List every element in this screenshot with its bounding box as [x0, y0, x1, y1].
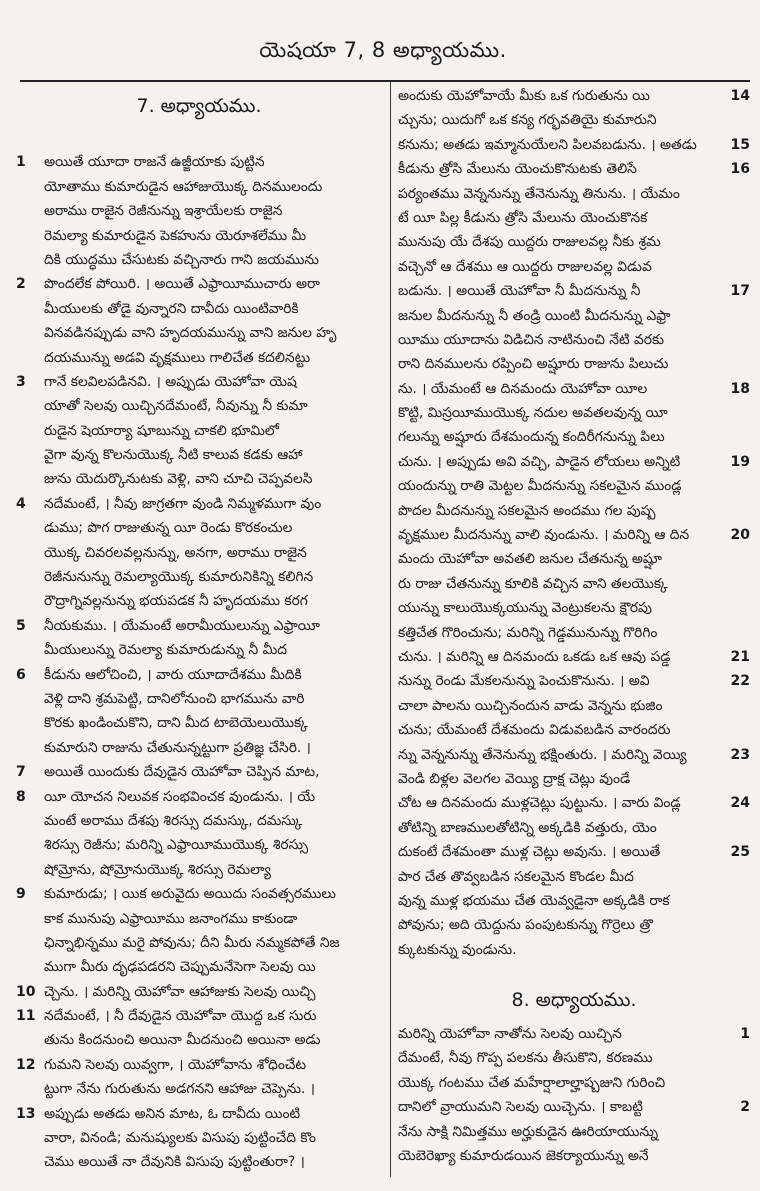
verse-text: పార చేత తొవ్వబడిన సకలమైన కొండల మీద: [398, 868, 634, 885]
verse-number: 24: [730, 795, 750, 812]
verse-text: షోమ్రోను, షోమ్రోనుయొక్క శిరస్సు రెమల్యా: [44, 861, 271, 878]
verse-number: 18: [730, 380, 750, 397]
verse-line: [398, 425, 750, 449]
verse-text: వున్న ముళ్ల భయము చేత యెవ్వడైనా అక్కడికి రాక: [398, 892, 670, 909]
verse-line: [398, 1046, 750, 1070]
verse-text: న్ను వెన్ననున్ను తేనెనున్ను భక్షింతురు. । మరిన్ని వెయ్యి: [398, 746, 687, 763]
verse-text: వృక్షముల మీదనున్ను వాలి వుండును. । మరిన్ని ఆ దిన: [398, 527, 690, 544]
verse-text: డుము; పొగ రాజుతున్న యీ రెండు కొరకంచుల: [44, 520, 293, 537]
verse-line: [398, 499, 750, 523]
verse-text: యీము యూదాను విడిచిన నాటినుంచి నేటి వరకు: [398, 331, 664, 348]
verse-line: [398, 1022, 750, 1046]
verse-text: చ్చెను. । మరిన్ని యెహోవా ఆహాజుకు సెలవు యిచ్చి: [44, 983, 316, 1000]
verse-number: 3: [16, 373, 26, 390]
verse-line: [16, 663, 382, 687]
verse-number: 1: [16, 154, 26, 171]
verse-line: [398, 1120, 750, 1144]
verse-text: యాతో సెలవు యిచ్చినదేమంటే, నీవున్ను నీ కుమా: [44, 398, 308, 415]
verse-text: మీయులకు తోడై వున్నారని దావీదు యింటివారికి: [44, 300, 299, 317]
verse-text: అందుకు యెహోవాయే మీకు ఒక గురుతును యి: [398, 88, 650, 104]
scripture-page: [16, 0, 750, 1191]
verse-text: వెళ్లి దాని శ్రమపెట్టి, దానిలోనుంచి భాగమును వారి: [44, 690, 305, 707]
verse-number: 14: [730, 88, 750, 104]
verse-line: [16, 126, 382, 150]
verse-line: [16, 907, 382, 931]
verse-line: [16, 565, 382, 589]
verse-text: అప్పుడు అతడు అనిన మాట, ఓ దావీదు యింటి: [44, 1105, 301, 1122]
verse-line: [398, 401, 750, 425]
verse-line: [16, 419, 382, 443]
verse-text: పర్యంతము వెన్ననున్ను తేనెనున్ను తినును. । యేమం: [398, 185, 680, 202]
verse-text: యొక్క గంటము చేత మహేర్షాలాల్హాష్బజుని గురించి: [398, 1074, 666, 1091]
verse-number: 1: [740, 1026, 750, 1043]
verse-text: జనుల మీదనున్ను నీ తండ్రి యింటి మీదనున్ను ఎఫ్రా: [398, 307, 671, 324]
verse-line: [16, 955, 382, 979]
verse-text: వైగా వున్న కొలనుయొక్క నీటి కాలువ కడకు ఆహా: [44, 447, 303, 464]
verse-number: 8: [16, 788, 26, 805]
verse-text: క్కుటకున్ను వుండును.: [398, 941, 517, 958]
verse-number: 2: [740, 1099, 750, 1116]
column-divider: [390, 82, 391, 1177]
verse-line: [16, 736, 382, 760]
verse-text: కీడును త్రోసి మేలును యెంచుకొనుటకు తెలిసే: [398, 161, 637, 178]
verse-line: [398, 1095, 750, 1119]
verse-line: [16, 785, 382, 809]
verse-line: [398, 840, 750, 864]
verse-line: [16, 224, 382, 248]
verse-line: [16, 760, 382, 784]
verse-text: అయితే యూదా రాజనే ఉజ్జీయాకు పుట్టిన: [44, 154, 265, 171]
verse-line: [16, 980, 382, 1004]
verse-text: కొరకు ఖండించుకొని, దాని మీద టాబెయెలుయొక్క: [44, 715, 308, 732]
verse-line: [16, 1102, 382, 1126]
verse-text: అరాము రాజైన రెజీనున్ను ఇశ్రాయేలకు రాజైన: [44, 203, 283, 220]
verse-line: [16, 711, 382, 735]
verse-line: [16, 1126, 382, 1150]
running-head: యెషయా 7, 8 అధ్యాయము.: [259, 38, 507, 62]
verse-text: కుమారుడు; । యిక అరువైదు అయిదు సంవత్సరములు: [44, 886, 336, 903]
verse-text: చెము అయితే నా దేవునికి విసుపు పుట్టింతురా? ।: [44, 1154, 305, 1171]
left-column-text: [16, 126, 382, 1175]
verse-line: [398, 279, 750, 303]
verse-line: [398, 377, 750, 401]
verse-number: 25: [730, 844, 750, 861]
verse-number: 12: [16, 1056, 36, 1073]
verse-text: గుమని సెలవు యివ్వగా, । యెహోవాను శోధించేట: [44, 1056, 306, 1073]
verse-line: [398, 474, 750, 498]
verse-line: [16, 882, 382, 906]
right-column-chapter-8-text: [398, 1022, 750, 1168]
verse-line: [16, 687, 382, 711]
verse-line: [16, 1150, 382, 1174]
verse-text: చును. । అప్పుడు అవి వచ్చి, పాడైన లోయలు అన్నిటి: [398, 453, 681, 470]
verse-line: [398, 133, 750, 157]
verse-text: యొక్క చివరలవల్లనున్ను, అనగా, అరాము రాజైన: [44, 544, 307, 561]
verse-number: 4: [16, 495, 26, 512]
verse-text: చును; యేమంటే దేశమందు విడువబడిన వారందరు: [398, 722, 671, 739]
verse-text: తోటిన్ని బాణములతోటిన్ని అక్కడికి వత్తురు, యెం: [398, 819, 657, 836]
verse-text: వినవడినప్పుడు వాని హృదయమున్ను వాని జనుల హృ: [44, 325, 337, 342]
verse-number: 17: [730, 283, 750, 300]
verse-text: దుకంటే దేశమంతా ముళ్ల చెట్లు అవును. । అయితే: [398, 844, 661, 861]
verse-text: పొందలేక పోయిరి. । అయితే ఎఫ్రాయీముచారు అరా: [44, 276, 320, 293]
verse-line: [398, 865, 750, 889]
verse-line: [398, 913, 750, 937]
verse-line: [398, 1071, 750, 1095]
verse-text: నదేమంటే, । నీవు జాగ్రతగా వుండి నిమ్మళముగా వుం: [44, 495, 322, 512]
verse-line: [398, 596, 750, 620]
verse-line: [398, 84, 750, 108]
verse-text: వారా, వినండి; మనుష్యులకు విసుపు పుట్టించేది కొం: [44, 1130, 317, 1147]
verse-line: [398, 767, 750, 791]
verse-text: ట్టుగా నేను గురుతును అడగనని ఆహాజు చెప్పెను. ।: [44, 1081, 315, 1098]
verse-text: మంటే అరాము దేశపు శిరస్సు దమస్కు, దమస్కు: [44, 812, 303, 829]
verse-text: దానిలో వ్రాయుమని సెలవు యిచ్చెను. । కాబట్టి: [398, 1099, 643, 1116]
verse-number: 10: [16, 983, 36, 1000]
verse-text: వెండి బిళ్లల వెలగల వెయ్యి ద్రాక్ష చెట్లు వుండే: [398, 770, 631, 787]
chapter-8-heading: 8. అధ్యాయము.: [511, 989, 637, 1012]
verse-text: పోవును; అది యెద్దును పంపుటకున్ను గొర్రెలు త్రొ: [398, 917, 653, 934]
verse-line: [398, 206, 750, 230]
verse-text: కత్తిచేత గొరించును; మరిన్ని గెడ్డమునున్ను గొరిగిం: [398, 624, 658, 641]
verse-line: [16, 589, 382, 613]
verse-line: [16, 541, 382, 565]
verse-line: [398, 255, 750, 279]
verse-line: [398, 645, 750, 669]
verse-line: [16, 833, 382, 857]
verse-line: [16, 858, 382, 882]
verse-text: కుమారుని రాజును చేతునున్నట్టుగా ప్రతిజ్ఞ చేసిరి. ।: [44, 739, 311, 756]
verse-number: 20: [730, 527, 750, 544]
verse-number: 22: [730, 673, 750, 690]
verse-text: దయమున్ను అడవి వృక్షములు గాలిచేత కదలినట్టు: [44, 349, 311, 366]
verse-line: [16, 321, 382, 345]
verse-text: శిరస్సు రెజీను; మరిన్ని ఎఫ్రాయీముయొక్క శిరస్సు: [44, 837, 309, 854]
verse-text: యీ యోచన నిలువక సంభవించక వుండును. । యే: [44, 788, 316, 805]
verse-text: గలున్ను అష్షూరు దేశమందున్న కందిరీగనున్ను పిలు: [398, 429, 665, 446]
verse-text: నదేమంటే, । నీ దేవుడైన యెహోవా యొద్ద ఒక సురు: [44, 1008, 317, 1025]
verse-text: బడును. । అయితే యెహోవా నీ మీదనున్ను నీ: [398, 283, 641, 300]
verse-text: రు రాజు చేతనున్ను కూలికి వచ్చిన వాని తలయొక్క: [398, 575, 668, 592]
verse-line: [16, 931, 382, 955]
verse-text: కనును; అతడు ఇమ్మానుయేలని పిలవబడును. । అతడు: [398, 136, 697, 153]
verse-line: [398, 523, 750, 547]
verse-text: చ్చును; యిదుగో ఒక కన్య గర్భవతియై కుమారుని: [398, 112, 657, 129]
verse-number: 23: [730, 746, 750, 763]
verse-text: ఛిన్నాభిన్నము మరై పోవును; దీని మీరు నమ్మకపోతే నిజ: [44, 934, 340, 951]
verse-line: [398, 743, 750, 767]
verse-line: [16, 175, 382, 199]
verse-line: [398, 718, 750, 742]
verse-number: 2: [16, 276, 26, 293]
verse-line: [398, 328, 750, 352]
verse-line: [16, 150, 382, 174]
verse-line: [16, 443, 382, 467]
verse-text: రెజీనునున్ను రెమల్యాయొక్క కుమారునికిన్ని కలిగిన: [44, 569, 314, 586]
verse-line: [398, 230, 750, 254]
verse-line: [16, 467, 382, 491]
verse-number: 11: [16, 1008, 36, 1025]
verse-line: [398, 816, 750, 840]
verse-text: యున్ను కాలుయొక్కయున్ను వెంట్రుకలను క్షౌరపు: [398, 600, 652, 617]
verse-number: 7: [16, 764, 26, 781]
verse-line: [16, 199, 382, 223]
verse-line: [16, 297, 382, 321]
verse-text: మీయులున్ను రెమల్యా కుమారుడున్ను నీ మీద: [44, 642, 287, 659]
verse-number: 13: [16, 1105, 36, 1122]
verse-number: 21: [730, 648, 750, 665]
verse-text: నేను సాక్షి నిమిత్తము అర్హుకుడైన ఊరియాయున్ను: [398, 1123, 658, 1140]
verse-text: యోతాము కుమారుడైన ఆహాజుయొక్క దినములందు: [44, 178, 323, 195]
verse-text: ముగా మీరు దృఢపడరని చెప్పుమనేసెగా సెలవు యి: [44, 959, 316, 976]
verse-line: [398, 304, 750, 328]
verse-number: 19: [730, 453, 750, 470]
verse-text: యెబెరెఖ్యా కుమారుడయిన జెకర్యాయున్ను అనే: [398, 1148, 649, 1165]
verse-number: 5: [16, 617, 26, 634]
verse-line: [16, 1004, 382, 1028]
verse-text: రెమల్యా కుమారుడైన పెకహును యెరూశలేము మీ: [44, 227, 307, 244]
verse-line: [16, 492, 382, 516]
verse-text: కొట్టి, మిస్రయీముయొక్క నదుల అవతలవున్న యీ: [398, 405, 668, 422]
verse-line: [398, 352, 750, 376]
verse-line: [398, 791, 750, 815]
verse-line: [398, 157, 750, 181]
verse-text: యందున్ను రాతి మెట్టల మీదనున్ను సకలమైన ముండ్ల: [398, 478, 682, 495]
verse-line: [398, 1144, 750, 1168]
verse-line: [398, 572, 750, 596]
verse-line: [16, 516, 382, 540]
verse-line: [398, 621, 750, 645]
verse-line: [16, 1028, 382, 1052]
verse-text: రాని దినములను రప్పించి అష్షూరు రాజును పిలుచు: [398, 356, 669, 373]
verse-text: వచ్చెనో ఆ దేశము ఆ యిద్దరు రాజులవల్ల విడువ: [398, 258, 652, 275]
verse-line: [16, 248, 382, 272]
verse-number: 15: [730, 136, 750, 153]
verse-text: చును. । మరిన్ని ఆ దినమందు ఒకడు ఒక ఆవు పడ్డ: [398, 648, 671, 665]
verse-text: మందు యెహోవా అవతలి జనుల చేతనున్న అష్షూ: [398, 551, 662, 568]
verse-number: 16: [730, 161, 750, 178]
verse-line: [398, 547, 750, 571]
verse-line: [16, 394, 382, 418]
verse-text: చోట ఆ దినమందు ముళ్లచెట్లు పుట్టును. । వారు విండ్ల: [398, 795, 681, 812]
verse-text: కీడును ఆలోచించి, । వారు యూదాదేశము మీదికి: [44, 666, 302, 683]
chapter-7-heading: 7. అధ్యాయము.: [136, 95, 262, 117]
verse-line: [16, 272, 382, 296]
verse-text: కాక మునుపు ఎఫ్రాయీము జనాంగము కాకుండా: [44, 910, 298, 927]
verse-text: జును యెదుర్కొనుటకు వెళ్లి, వాని చూచి చెప్పవలసి: [44, 471, 313, 488]
verse-text: రౌద్రాగ్నివల్లనున్ను భయపడక నీ హృదయము కరగ: [44, 593, 308, 610]
verse-line: [398, 938, 750, 962]
verse-line: [16, 1077, 382, 1101]
verse-text: మరిన్ని యెహోవా నాతోను సెలవు యిచ్చిన: [398, 1026, 622, 1043]
verse-line: [398, 450, 750, 474]
verse-text: తును కిందనుంచి అయినా మీదనుంచి అయినా అడు: [44, 1032, 321, 1049]
verse-text: ను. । యేమంటే ఆ దినమందు యెహోవా యీల: [398, 380, 648, 397]
verse-number: 6: [16, 666, 26, 683]
verse-text: మునుపు యే దేశపు యిద్దరు రాజులవల్ల నీకు శ్రమ: [398, 234, 661, 251]
verse-number: 9: [16, 886, 26, 903]
verse-text: దేమంటే, నీవు గొప్ప పలకను తీసుకొని, కరణము: [398, 1050, 653, 1067]
verse-text: దికి యుద్ధము చేసుటకు వచ్చినారు గాని జయమును: [44, 251, 319, 268]
verse-line: [16, 1053, 382, 1077]
verse-text: పొదల మీదనున్ను సకలమైన అందము గల పుష్ప: [398, 502, 656, 519]
verse-text: రుడైన షెయార్యా షూబున్ను చాకలి భూమిలో: [44, 422, 280, 439]
verse-text: నున్ను రెండు మేకలనున్ను పెంచుకొనును. । అవి: [398, 673, 650, 690]
verse-line: [16, 809, 382, 833]
right-column-chapter-7-text: [398, 84, 750, 962]
header-rule: [20, 80, 750, 82]
verse-text: చాలా పాలను యిచ్చినందున వాడు వెన్నను భుజిం: [398, 697, 663, 714]
verse-text: నీయకుము. । యేమంటే అరామీయులున్ను ఎఫ్రాయీ: [44, 617, 320, 634]
verse-line: [16, 638, 382, 662]
verse-line: [16, 614, 382, 638]
verse-line: [16, 370, 382, 394]
verse-text: టే యీ పిల్ల కీడును త్రోసి మేలును యెంచుకొనక: [398, 209, 648, 226]
verse-line: [398, 694, 750, 718]
verse-text: అయితే యిందుకు దేవుడైన యెహోవా చెప్పిన మాట,: [44, 764, 320, 781]
verse-line: [398, 108, 750, 132]
verse-line: [398, 182, 750, 206]
left-column: [16, 84, 382, 1175]
right-column: [398, 84, 750, 1168]
verse-text: గానే కలవిలపడినవి. । అప్పుడు యెహోవా యెష: [44, 373, 297, 390]
verse-line: [398, 889, 750, 913]
verse-line: [16, 346, 382, 370]
verse-line: [398, 669, 750, 693]
